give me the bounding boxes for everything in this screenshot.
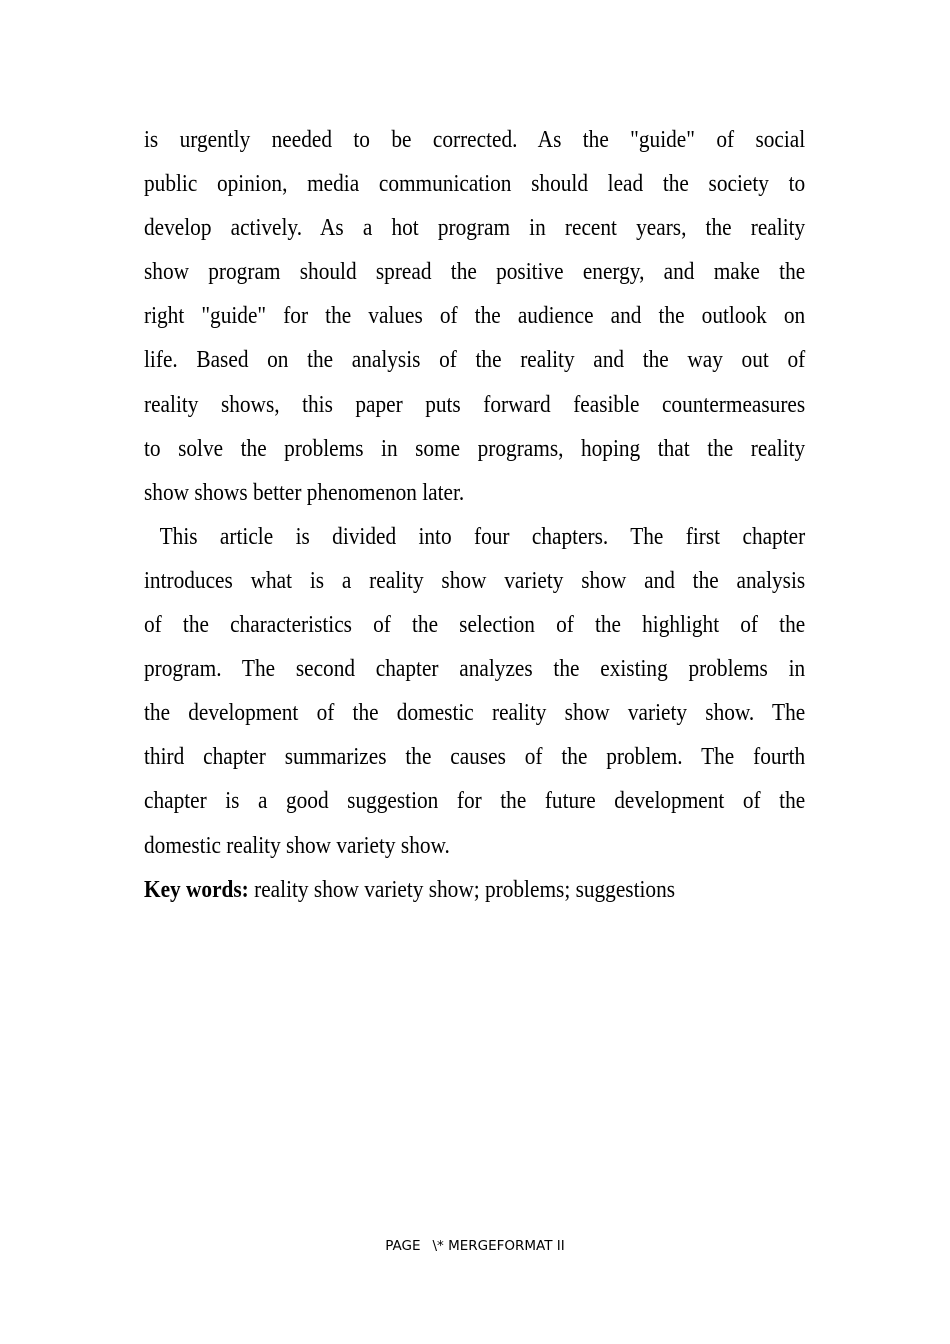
text-line: life. Based on the analysis of the reality and the way out of <box>144 346 806 374</box>
text-line: third chapter summarizes the causes of the problem. The fourth <box>144 743 806 771</box>
page-footer <box>0 1238 950 1254</box>
keywords-label: Key words: <box>144 875 249 903</box>
keywords-line <box>144 868 805 912</box>
text-line: right "guide" for the values of the audience and the outlook on <box>144 302 806 330</box>
text-line: show program should spread the positive energy, and make the <box>144 258 806 286</box>
text-line: chapter is a good suggestion for the future development of the <box>144 787 806 815</box>
text-line: program. The second chapter analyzes the existing problems in <box>144 655 806 683</box>
paragraph-chapter-overview <box>144 515 805 868</box>
document-body <box>144 118 805 912</box>
text-line: show shows better phenomenon later. <box>144 478 465 506</box>
page-number: II <box>556 1238 565 1254</box>
footer-field-switch: \* MERGEFORMAT <box>432 1238 553 1254</box>
text-line: of the characteristics of the selection of the highlight of the <box>144 611 806 639</box>
footer-field-code: PAGE <box>385 1238 421 1254</box>
text-line: This article is divided into four chapters. The first chapter <box>159 522 806 550</box>
text-line: reality shows, this paper puts forward feasible countermeasures <box>144 390 806 418</box>
text-line: the development of the domestic reality show variety show. The <box>144 699 806 727</box>
paragraph-abstract-continuation <box>144 118 805 515</box>
text-line: is urgently needed to be corrected. As the "guide" of social <box>144 126 806 153</box>
text-line: develop actively. As a hot program in recent years, the reality <box>144 214 806 242</box>
text-line: public opinion, media communication should lead the society to <box>144 170 806 198</box>
text-line: to solve the problems in some programs, hoping that the reality <box>144 434 806 462</box>
text-line: domestic reality show variety show. <box>144 831 450 859</box>
keywords-value: reality show variety show; problems; suggestions <box>248 875 676 903</box>
text-line: introduces what is a reality show variety show and the analysis <box>144 566 806 594</box>
